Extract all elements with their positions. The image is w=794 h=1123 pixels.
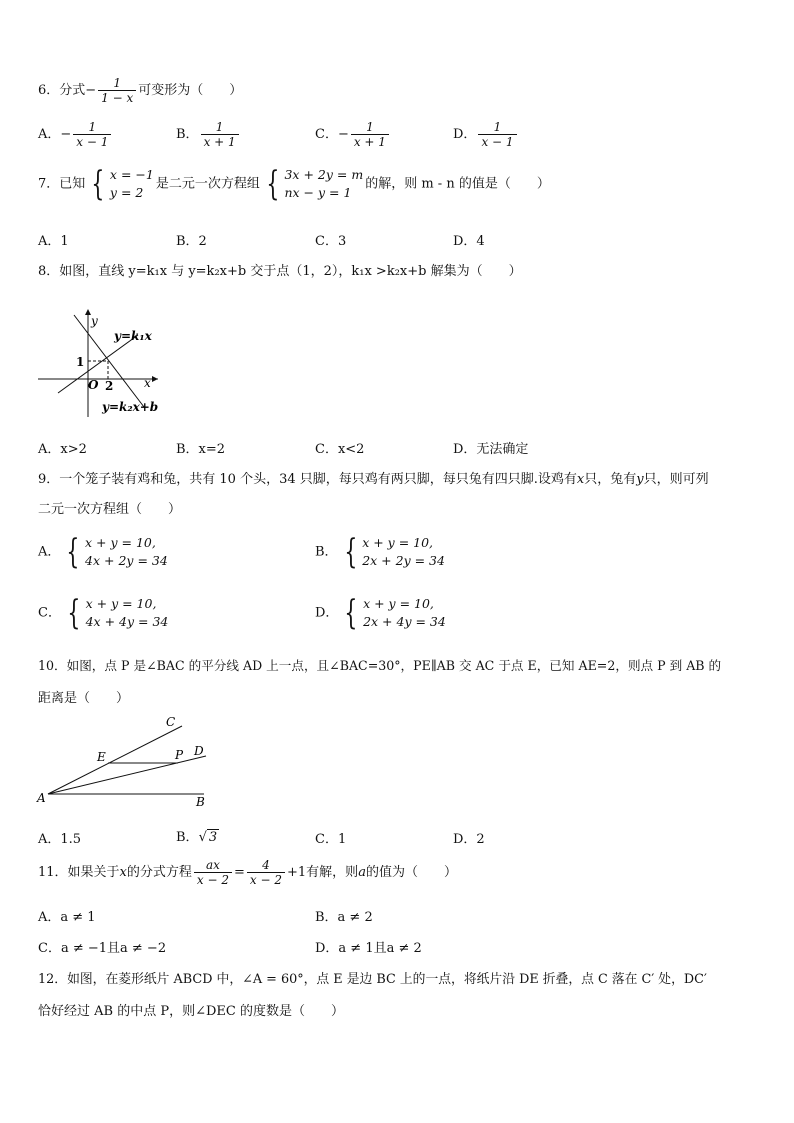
q11-option-d: D．a ≠ 1且a ≠ 2 (315, 941, 422, 956)
q8-line2-label: y=k₂x+b (102, 400, 159, 414)
q6-prefix: 6．分式− (38, 83, 97, 98)
q10-option-d: D．2 (453, 832, 485, 847)
q11-option-b: B．a ≠ 2 (315, 910, 373, 925)
question-7: 7．已知 { x = −1 y = 2 是二元一次方程组 { 3x + 2y = m nx − y = 1 的解，则 m - n 的值是（ ） (38, 164, 550, 204)
q10-label-d: D (194, 744, 204, 758)
q7-option-b: B．2 (176, 234, 207, 249)
question-8: 8．如图，直线 y=k₁x 与 y=k₂x+b 交于点（1，2），k₁x >k₂x+b 解集为（ ） (38, 264, 522, 279)
q10-label-a: A (37, 791, 46, 805)
q8-option-c: C．x<2 (315, 442, 365, 457)
question-9-line2: 二元一次方程组（ ） (38, 502, 182, 517)
q6-option-b: B． $\frac{1}{x + 1}$ (176, 120, 241, 149)
q6-option-c: C．− $\frac{1}{x + 1}$ (315, 120, 391, 149)
q6-option-d: D． $\frac{1}{x - 1}$ (453, 120, 519, 149)
question-10-line1: 10．如图，点 P 是∠BAC 的平分线 AD 上一点，且∠BAC=30°，PE∥AB 交 AC 于点 E，已知 AE=2，则点 P 到 AB 的 (38, 658, 722, 673)
q6-fraction: $\frac{1}{1 - x}$ (98, 76, 136, 105)
q10-label-p: P (175, 748, 184, 762)
question-12-line1: 12．如图，在菱形纸片 ABCD 中，∠A = 60°，点 E 是边 BC 上的一点，将纸片沿 DE 折叠，点 C 落在 C′ 处，DC′ (38, 972, 707, 987)
q10-option-b: B．√ 3 (176, 830, 218, 845)
question-12-line2: 恰好经过 AB 的中点 P，则∠DEC 的度数是（ ） (38, 1004, 344, 1019)
q7-solution-system: { x = −1 y = 2 (91, 164, 154, 204)
q9-option-c: C． { x + y = 10, 4x + 4y = 34 (38, 593, 169, 633)
q10-option-a: A．1.5 (38, 832, 82, 847)
q8-figure (36, 305, 166, 420)
q8-x-label: x (144, 376, 151, 390)
q8-origin-label: O (88, 378, 99, 392)
q10-ray-ac (48, 726, 182, 794)
q10-figure (34, 712, 214, 812)
q8-tick-y: 1 (76, 355, 85, 369)
q8-option-a: A．x>2 (38, 442, 87, 457)
q7-option-c: C．3 (315, 234, 347, 249)
q8-y-label: y (91, 314, 98, 328)
question-9-line1: 9．一个笼子装有鸡和兔，共有 10 个头，34 只脚，每只鸡有两只脚，每只兔有四只脚.设鸡有x只，兔有y只，则可列 (38, 472, 709, 487)
q8-option-d: D．无法确定 (453, 442, 529, 457)
question-10-line2: 距离是（ ） (38, 691, 130, 706)
q7-option-a: A．1 (38, 234, 69, 249)
q6-suffix: 可变形为（ ） (138, 83, 243, 98)
q11-option-a: A．a ≠ 1 (38, 910, 96, 925)
q10-label-b: B (196, 795, 205, 809)
q9-option-b: B． { x + y = 10, 2x + 2y = 34 (315, 532, 445, 572)
q11-option-c: C．a ≠ −1且a ≠ −2 (38, 941, 167, 956)
q6-option-a: A．− $\frac{1}{x - 1}$ (38, 120, 113, 149)
q8-option-b: B．x=2 (176, 442, 226, 457)
q10-label-e: E (97, 750, 106, 764)
question-11: 11．如果关于x的分式方程 $\frac{ax}{x - 2}$ = $\frac{4}{x - 2}$ +1有解，则a的值为（ ） (38, 858, 457, 887)
q8-tick-x: 2 (105, 379, 114, 393)
q10-label-c: C (166, 715, 176, 729)
question-6 (38, 76, 242, 105)
q7-equation-system: { 3x + 2y = m nx − y = 1 (266, 164, 364, 204)
q9-option-d: D． { x + y = 10, 2x + 4y = 34 (315, 593, 446, 633)
q9-option-a: A． { x + y = 10, 4x + 2y = 34 (38, 532, 168, 572)
q7-option-d: D．4 (453, 234, 485, 249)
q8-x-arrow-icon (152, 376, 158, 382)
q10-option-c: C．1 (315, 832, 347, 847)
q8-line1-label: y=k₁x (114, 329, 152, 343)
sqrt-icon: √ 3 (198, 830, 218, 845)
